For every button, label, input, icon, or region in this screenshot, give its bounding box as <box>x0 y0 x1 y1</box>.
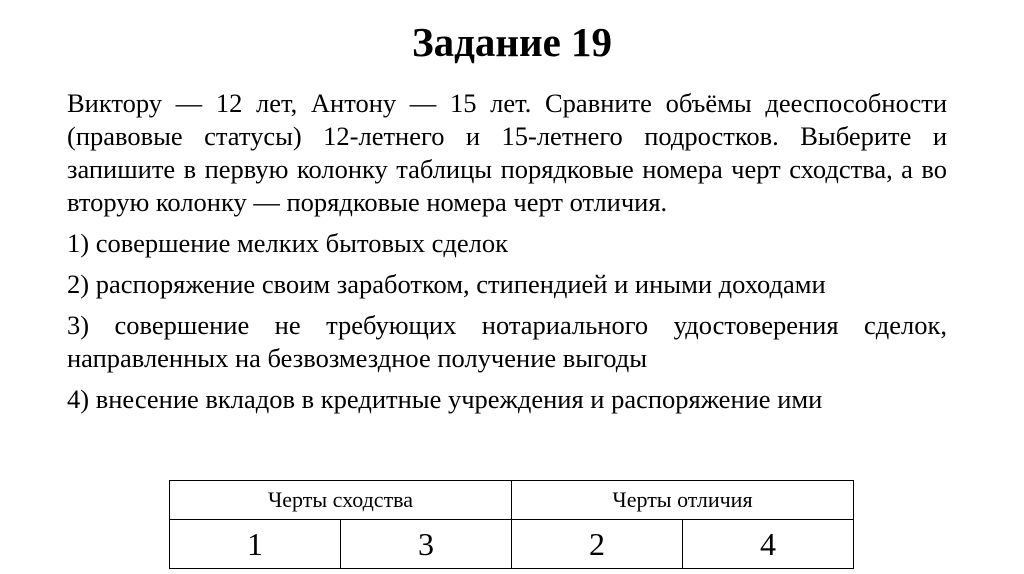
answer-cell-3: 2 <box>512 520 683 569</box>
header-differences: Черты отличия <box>512 481 854 520</box>
answer-cell-1: 1 <box>170 520 341 569</box>
option-3: 3) совершение не требующих нотариального удостоверения сделок, направленных на безвозмездное получение выгоды <box>67 310 947 373</box>
header-similarities: Черты сходства <box>170 481 512 520</box>
option-1: 1) совершение мелких бытовых сделок <box>67 228 509 258</box>
task-content <box>67 87 947 424</box>
option-2: 2) распоряжение своим заработком, стипендией и иными доходами <box>67 269 826 299</box>
task-intro: Виктору — 12 лет, Антону — 15 лет. Сравните объёмы дееспособности (правовые статусы) 12-летнего и 15-летнего подростков. Выберите и запишите в первую колонку таблицы порядковые номера черт сходства, а во вторую колонку — порядковые номера черт отличия. <box>67 88 947 217</box>
option-4: 4) внесение вкладов в кредитные учреждения и распоряжение ими <box>67 384 823 414</box>
page-title: Задание 19 <box>411 19 613 65</box>
answer-cell-4: 4 <box>683 520 854 569</box>
answer-table-header-row <box>170 481 854 520</box>
answer-cell-2: 3 <box>341 520 512 569</box>
answer-table <box>169 480 854 569</box>
answer-table-values-row <box>170 520 854 569</box>
